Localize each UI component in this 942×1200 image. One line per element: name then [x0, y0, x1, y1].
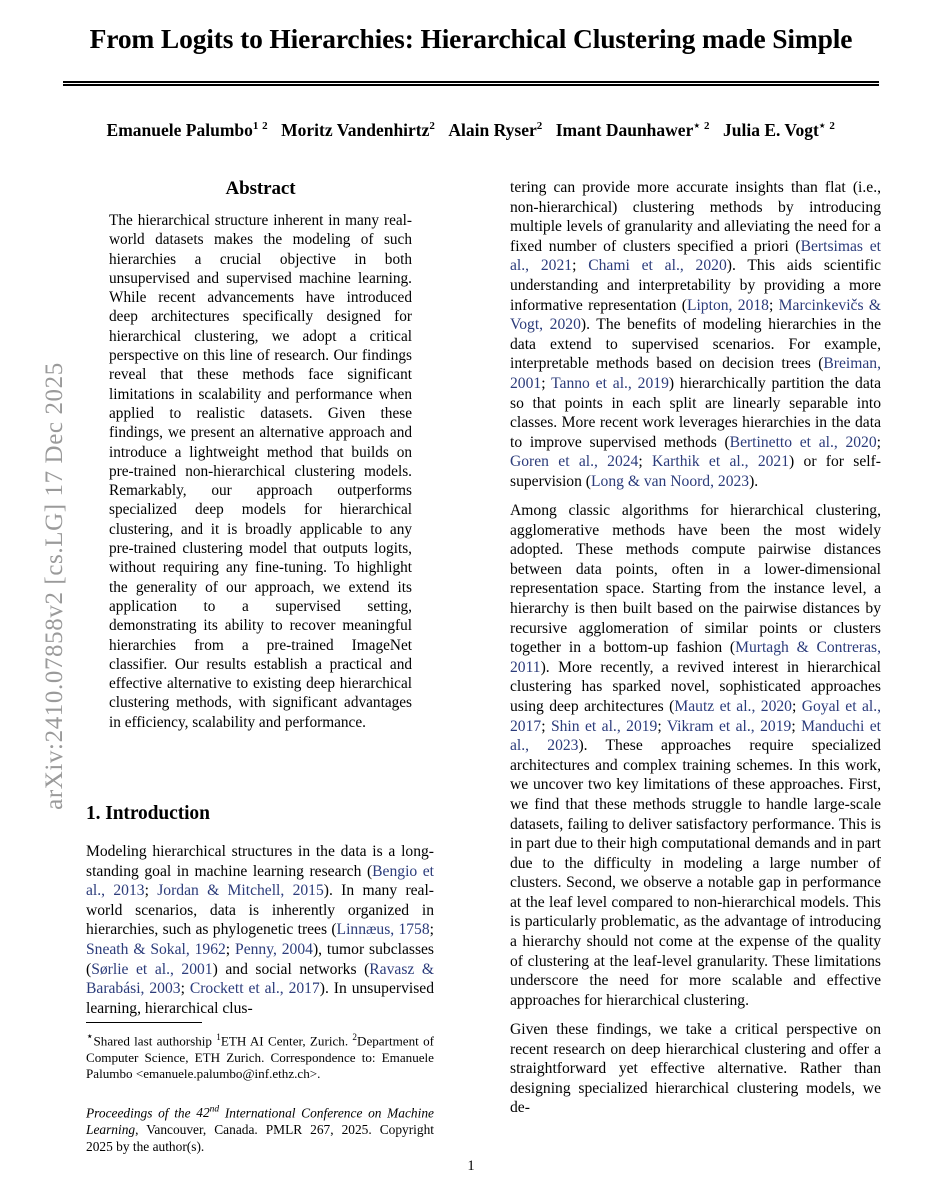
- paragraph-text: Modeling hierarchical structures in the data is a long-standing goal in machine learning research (: [86, 843, 434, 880]
- author-affiliation-marker: ⋆ 2: [818, 120, 836, 133]
- paragraph-text: ;: [638, 453, 652, 471]
- citation-link[interactable]: Jordan & Mitchell, 2015: [157, 882, 324, 900]
- page-title: From Logits to Hierarchies: Hierarchical Clustering made Simple: [89, 23, 853, 54]
- author-affiliation-marker: 2: [536, 120, 543, 133]
- paragraph-text: ) and social networks (: [212, 960, 370, 978]
- citation-link[interactable]: Linnæus, 1758: [336, 921, 430, 939]
- proceedings-rest: , Vancouver, Canada. PMLR 267, 2025. Copyright 2025 by the author(s).: [86, 1122, 434, 1154]
- citation-link[interactable]: Bengio et al., 2013: [86, 862, 435, 900]
- citation-link[interactable]: Vikram et al., 2019: [666, 717, 792, 735]
- author-affiliation-marker: 1 2: [252, 120, 269, 133]
- paragraph: [510, 178, 881, 492]
- author-name: [448, 120, 542, 140]
- citation-link[interactable]: Ravasz & Barabási, 2003: [86, 960, 434, 998]
- author-name-text: Emanuele Palumbo: [106, 120, 253, 140]
- author-name: [281, 120, 435, 140]
- paragraph: [86, 842, 434, 1018]
- author-name-text: Moritz Vandenhirtz: [281, 120, 430, 140]
- right-column: [510, 178, 881, 1127]
- paragraph-text: ). The benefits of modeling hierarchies in the data extend to supervised scenarios. For example, interpretable methods based on decision trees (: [510, 316, 881, 373]
- citation-link[interactable]: Long & van Noord, 2023: [591, 472, 750, 490]
- page-number: 1: [467, 1158, 475, 1174]
- proceedings-ordinal: 42nd: [196, 1105, 220, 1121]
- abstract-text: The hierarchical structure inherent in many real-world datasets makes the modeling of such hierarchies a crucial objective in both unsupervised and supervised machine learning. While recent advancements have introduced deep architectures specifically designed for hierarchical clustering, we adopt a critical perspective on this line of research. Our findings reveal that these methods face significant limitations in scalability and performance when applied to realistic datasets. Given these findings, we present an alternative approach and introduce a lightweight method that builds on pre-trained non-hierarchical clustering models. Remarkably, our approach outperforms specialized deep models for hierarchical clustering, and it is broadly applicable to any pre-trained clustering model that outputs logits, without requiring any fine-tuning. To highlight the generality of our approach, we extend its application to a supervised setting, demonstrating its ability to recover meaningful hierarchies from a pre-trained ImageNet classifier. Our results establish a practical and effective alternative to existing deep hierarchical clustering methods, with significant advantages in efficiency, scalability and performance.: [109, 212, 412, 731]
- paragraph: [510, 501, 881, 1010]
- paragraph-text: ;: [180, 980, 190, 998]
- title-block: [63, 24, 879, 54]
- title-divider-rule: [63, 81, 879, 85]
- citation-link[interactable]: Mautz et al., 2020: [674, 697, 792, 715]
- paragraph-text: ). In unsupervised learning, hierarchical clus-: [86, 980, 434, 1017]
- paragraph-text: ).: [749, 472, 759, 490]
- paragraph-text: ;: [429, 921, 434, 939]
- introduction-heading-wrap: [86, 803, 446, 825]
- proceedings-block: [86, 1102, 434, 1155]
- citation-link[interactable]: Chami et al., 2020: [588, 257, 727, 275]
- footnote-affiliation-2-marker: 2: [352, 1032, 357, 1043]
- footnote-affiliations: [86, 1028, 434, 1082]
- footnote-affiliation-1: ETH AI Center, Zurich.: [220, 1033, 353, 1049]
- paragraph-text: ). These approaches require specialized architectures and complex training schemes. In this work, we uncover two key limitations of these approaches. First, we find that these methods struggle to handle large-scale datasets, failing to deliver satisfactory performance. This is in part due to their high computational demands and in part due to the difficulty in modeling a large number of clusters. Second, we observe a notable gap in performance at the leaf level compared to non-hierarchical models. This is particularly problematic, as the advantage of introducing a hierarchy should not come at the expense of the quality of clustering at the leaf-level granularity. These limitations underscore the need for more scalable and effective approaches for hierarchical clustering.: [510, 737, 881, 1009]
- paragraph-text: Given these findings, we take a critical perspective on recent research on deep hierarchical clustering and offer a straightforward yet effective alternative. Rather than designing specialized hierarchical clustering models, we de-: [510, 1020, 881, 1117]
- paragraph-text: ;: [144, 882, 158, 900]
- paragraph-text: ). This aids scientific understanding and interpretability by providing a more informative representation (: [510, 257, 882, 314]
- footnote-affiliation-2: Department of Computer Science, ETH Zurich. Correspondence to: Emanuele Palumbo <emanuele.palumbo@inf.ethz.ch>.: [86, 1033, 434, 1081]
- paragraph-text: ), tumor subclasses (: [86, 940, 434, 978]
- paragraph-text: ). In many real-world scenarios, data is inherently organized in hierarchies, such as phylogenetic trees (: [86, 882, 435, 939]
- paragraph: [510, 1020, 881, 1118]
- citation-link[interactable]: Goren et al., 2024: [510, 453, 639, 471]
- paragraph-text: ;: [791, 717, 802, 735]
- citation-link[interactable]: Crockett et al., 2017: [189, 980, 320, 998]
- citation-link[interactable]: Penny, 2004: [235, 940, 313, 958]
- citation-link[interactable]: Murtagh & Contreras, 2011: [510, 639, 881, 676]
- footnote-affiliation-1-marker: 1: [216, 1032, 221, 1043]
- proceedings-notice: [86, 1102, 434, 1155]
- proceedings-lead: Proceedings of the: [86, 1105, 197, 1121]
- author-name-text: Imant Daunhawer: [555, 120, 694, 140]
- paper-page: [63, 0, 882, 1200]
- author-name-text: Julia E. Vogt: [722, 120, 819, 140]
- author-name-text: Alain Ryser: [448, 120, 537, 140]
- footnote-block: [86, 1022, 434, 1082]
- footnote-shared-authorship: Shared last authorship: [93, 1033, 217, 1049]
- paragraph-text: ;: [541, 374, 552, 392]
- paragraph-text: ;: [572, 257, 589, 275]
- footnote-separator-rule: [86, 1022, 202, 1023]
- citation-link[interactable]: Sørlie et al., 2001: [91, 960, 213, 978]
- citation-link[interactable]: Lipton, 2018: [686, 296, 769, 314]
- paragraph-text: ;: [791, 697, 802, 715]
- introduction-first-paragraph-wrap: [86, 842, 434, 1028]
- author-affiliation-marker: ⋆ 2: [693, 120, 710, 133]
- paragraph-text: ;: [541, 717, 551, 735]
- citation-link[interactable]: Tanno et al., 2019: [551, 374, 669, 392]
- section-heading-introduction: 1. Introduction: [86, 803, 210, 824]
- citation-link[interactable]: Shin et al., 2019: [550, 717, 658, 735]
- author-list: [63, 120, 879, 141]
- proceedings-conference-name: International Conference on Machine Learning: [86, 1105, 434, 1138]
- paragraph-text: ;: [876, 433, 881, 451]
- paragraph-text: tering can provide more accurate insights than flat (i.e., non-hierarchical) clustering methods by introducing multiple levels of granularity and alleviating the need for a fixed number of clusters specified a priori (: [510, 179, 881, 255]
- citation-link[interactable]: Bertinetto et al., 2020: [729, 433, 877, 451]
- author-affiliation-marker: 2: [429, 120, 436, 133]
- arxiv-stamp: [0, 0, 68, 1200]
- proceedings-ordinal-suffix: nd: [209, 1105, 220, 1115]
- citation-link[interactable]: Karthik et al., 2021: [652, 453, 790, 471]
- left-column: [88, 178, 433, 732]
- paragraph-text: ;: [768, 296, 779, 314]
- paragraph-text: ;: [657, 717, 667, 735]
- paragraph-text: ) or for self-supervision (: [510, 453, 881, 490]
- citation-link[interactable]: Marcinkevičs & Vogt, 2020: [510, 296, 881, 334]
- paragraph-text: ). More recently, a revived interest in hierarchical clustering has sparked novel, sophisticated approaches using deep architectures (: [510, 658, 881, 715]
- paragraph-text: ;: [225, 940, 236, 958]
- author-name: [723, 120, 835, 140]
- abstract-heading: Abstract: [225, 178, 296, 199]
- citation-link[interactable]: Bertsimas et al., 2021: [510, 237, 881, 275]
- citation-link[interactable]: Goyal et al., 2017: [510, 697, 881, 735]
- author-name: [107, 120, 269, 140]
- footnote-star-marker: ⋆: [86, 1029, 94, 1044]
- arxiv-identifier-text: arXiv:2410.07858v2 [cs.LG] 17 Dec 2025: [41, 362, 68, 810]
- paragraph-text: ) hierarchically partition the data so that points in each split are linearly separable into classes. More recent work leverages hierarchies in the data to improve supervised methods (: [510, 374, 882, 451]
- author-name: [556, 120, 710, 140]
- citation-link[interactable]: Manduchi et al., 2023: [510, 717, 881, 755]
- paragraph-text: Among classic algorithms for hierarchical clustering, agglomerative methods have been the most widely adopted. These methods compute pairwise distances between data points, often in a lower-dimensional representation space. Starting from the instance level, a hierarchy is then built based on the pairwise distances by recursive agglomeration of similar points or clusters together in a bottom-up fashion (: [510, 502, 881, 657]
- citation-link[interactable]: Sneath & Sokal, 1962: [86, 940, 226, 958]
- citation-link[interactable]: Breiman, 2001: [510, 355, 881, 392]
